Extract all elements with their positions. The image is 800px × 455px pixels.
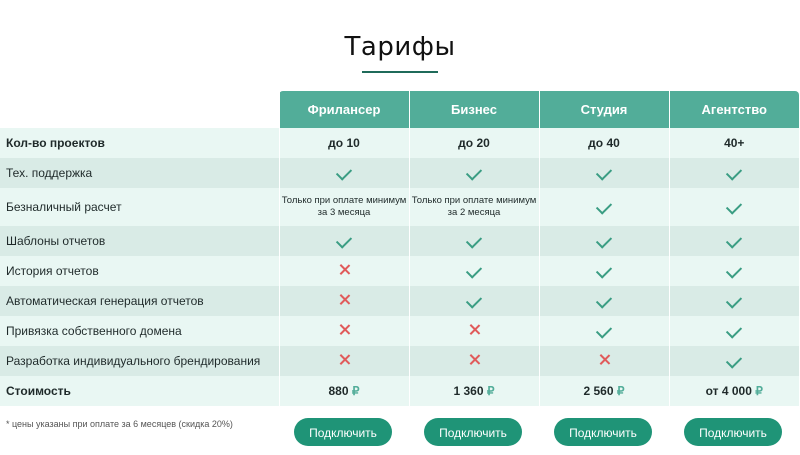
feature-label: История отчетов: [0, 256, 279, 286]
feature-cell: [409, 158, 539, 188]
price-row: [0, 376, 799, 406]
price-label: Стоимость: [0, 376, 279, 406]
connect-button-agency[interactable]: Подключить: [684, 418, 782, 446]
feature-value: 40+: [669, 128, 799, 158]
feature-row: [0, 128, 799, 158]
feature-cell: [539, 188, 669, 226]
feature-cell: [669, 316, 799, 346]
feature-label: Шаблоны отчетов: [0, 226, 279, 256]
check-icon: [596, 322, 612, 338]
currency-symbol: ₽: [486, 384, 495, 398]
check-icon: [726, 198, 742, 214]
feature-cell: [279, 158, 409, 188]
price-note: * цены указаны при оплате за 6 месяцев (скидка 20%): [6, 419, 233, 429]
cross-icon: [469, 324, 480, 335]
check-icon: [596, 164, 612, 180]
check-icon: [596, 198, 612, 214]
check-icon: [466, 164, 482, 180]
check-icon: [726, 322, 742, 338]
feature-value: до 10: [279, 128, 409, 158]
feature-label: Автоматическая генерация отчетов: [0, 286, 279, 316]
feature-row: [0, 256, 799, 286]
check-icon: [336, 164, 352, 180]
currency-symbol: ₽: [351, 384, 360, 398]
footer-row: [0, 406, 800, 455]
check-icon: [466, 232, 482, 248]
feature-value: Только при оплате минимум за 3 месяца: [279, 188, 409, 226]
feature-cell: [279, 316, 409, 346]
feature-value: до 20: [409, 128, 539, 158]
feature-cell: [539, 226, 669, 256]
feature-cell: [279, 346, 409, 376]
feature-label: Тех. поддержка: [0, 158, 279, 188]
feature-value: до 40: [539, 128, 669, 158]
feature-row: [0, 188, 799, 226]
price-cell: [539, 376, 669, 406]
price-cell: [669, 376, 799, 406]
feature-value: Только при оплате минимум за 2 месяца: [409, 188, 539, 226]
cross-icon: [339, 354, 350, 365]
feature-cell: [279, 256, 409, 286]
feature-cell: [409, 346, 539, 376]
feature-row: [0, 316, 799, 346]
feature-cell: [409, 316, 539, 346]
feature-cell: [409, 256, 539, 286]
tariffs-table-body: [0, 128, 799, 406]
feature-cell: [539, 158, 669, 188]
feature-label: Привязка собственного домена: [0, 316, 279, 346]
check-icon: [466, 262, 482, 278]
price-value: от 4 000: [705, 384, 752, 398]
feature-row: [0, 158, 799, 188]
check-icon: [726, 232, 742, 248]
feature-label: Кол-во проектов: [0, 128, 279, 158]
feature-cell: [539, 316, 669, 346]
currency-symbol: ₽: [616, 384, 625, 398]
feature-cell: [669, 286, 799, 316]
check-icon: [596, 292, 612, 308]
check-icon: [726, 164, 742, 180]
price-cell: [279, 376, 409, 406]
header-empty-cell: [0, 91, 279, 128]
feature-cell: [669, 158, 799, 188]
cross-icon: [339, 324, 350, 335]
feature-cell: [539, 286, 669, 316]
price-cell: [409, 376, 539, 406]
check-icon: [596, 232, 612, 248]
plan-header-business: Бизнес: [409, 91, 539, 128]
feature-cell: [669, 188, 799, 226]
feature-cell: [279, 286, 409, 316]
feature-row: [0, 226, 799, 256]
feature-label: Разработка индивидуального брендирования: [0, 346, 279, 376]
plan-header-freelancer: Фрилансер: [279, 91, 409, 128]
feature-cell: [409, 286, 539, 316]
feature-cell: [539, 346, 669, 376]
feature-cell: [279, 226, 409, 256]
plan-header-agency: Агентство: [669, 91, 799, 128]
check-icon: [596, 262, 612, 278]
feature-cell: [669, 346, 799, 376]
price-value: 1 360: [453, 384, 484, 398]
tariffs-table: [0, 91, 799, 406]
title-underline: [362, 71, 438, 73]
check-icon: [466, 292, 482, 308]
cross-icon: [599, 354, 610, 365]
feature-cell: [409, 226, 539, 256]
feature-cell: [669, 256, 799, 286]
check-icon: [336, 232, 352, 248]
feature-row: [0, 286, 799, 316]
check-icon: [726, 292, 742, 308]
cross-icon: [469, 354, 480, 365]
feature-row: [0, 346, 799, 376]
check-icon: [726, 352, 742, 368]
price-value: 880: [328, 384, 349, 398]
connect-button-business[interactable]: Подключить: [424, 418, 522, 446]
cross-icon: [339, 264, 350, 275]
plans-header-row: [0, 91, 799, 128]
page-title: Тарифы: [344, 32, 456, 62]
feature-cell: [669, 226, 799, 256]
connect-button-freelancer[interactable]: Подключить: [294, 418, 392, 446]
connect-button-studio[interactable]: Подключить: [554, 418, 652, 446]
plan-header-studio: Студия: [539, 91, 669, 128]
feature-label: Безналичный расчет: [0, 188, 279, 226]
cross-icon: [339, 294, 350, 305]
feature-cell: [539, 256, 669, 286]
check-icon: [726, 262, 742, 278]
price-value: 2 560: [583, 384, 614, 398]
currency-symbol: ₽: [755, 384, 763, 398]
